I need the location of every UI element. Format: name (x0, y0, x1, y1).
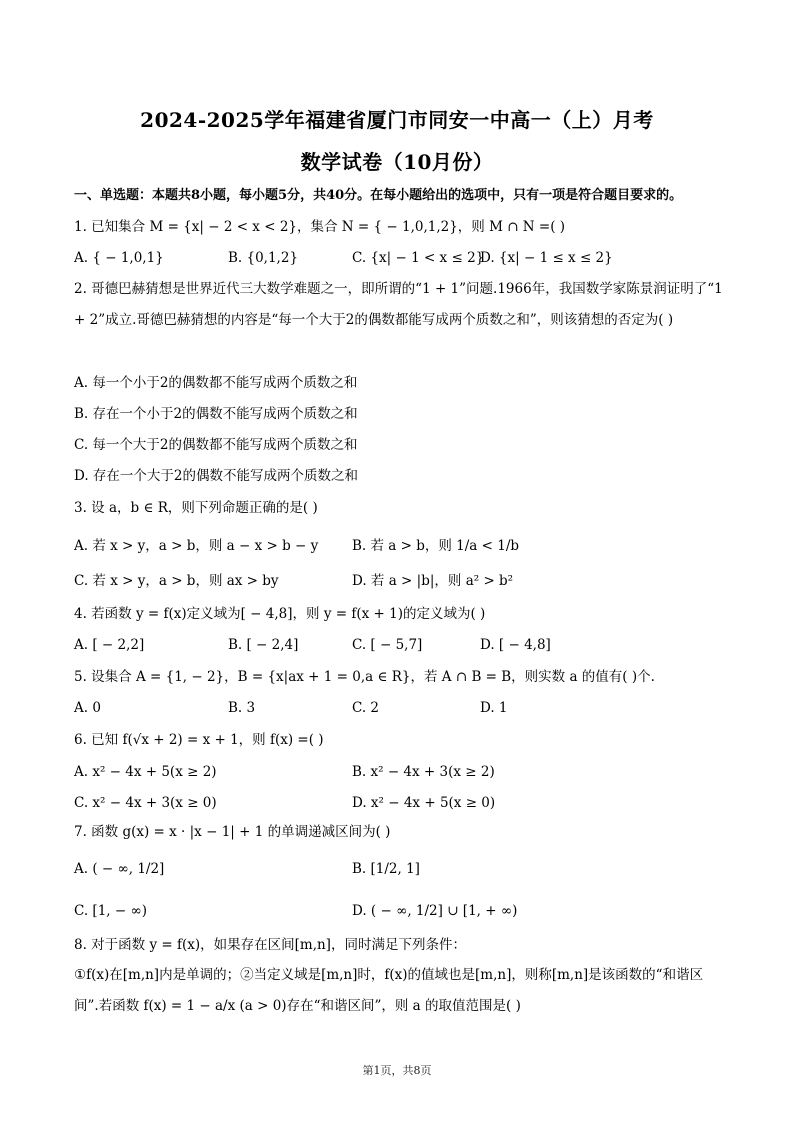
q4-option-a: A. [ − 2,2] (74, 637, 145, 653)
q3-option-a: A. 若 x > y，a > b，则 a − x > b − y (74, 538, 319, 554)
q1-option-a: A. { − 1,0,1} (74, 250, 164, 266)
q1-option-c: C. {x| − 1 < x ≤ 2} (352, 250, 485, 266)
q7-option-c: C. [1, − ∞) (74, 903, 147, 919)
q2-option-b: B. 存在一个小于2的偶数不能写成两个质数之和 (74, 406, 358, 422)
q6-option-b: B. x² − 4x + 3(x ≥ 2) (352, 764, 495, 780)
q2-option-a: A. 每一个小于2的偶数都不能写成两个质数之和 (74, 375, 358, 391)
q1-option-d: D. {x| − 1 ≤ x ≤ 2} (480, 250, 613, 266)
q3-option-d: D. 若 a > |b|，则 a² > b² (352, 573, 514, 589)
q3-option-b: B. 若 a > b，则 1/a < 1/b (352, 538, 520, 554)
q3-option-c: C. 若 x > y，a > b，则 ax > by (74, 573, 279, 589)
q5-option-d: D. 1 (480, 700, 508, 716)
q7-option-a: A. ( − ∞, 1/2] (74, 861, 165, 877)
question-8-body: ①f(x)在[m,n]内是单调的；②当定义域是[m,n]时，f(x)的值域也是[m,n]，则称[m,n]是该函数的“和谐区间”.若函数 f(x) = 1 − a/x (a > 0)存在“和谐区间”，则 a 的取值范围是( ) (74, 967, 704, 1014)
q4-option-d: D. [ − 4,8] (480, 637, 551, 653)
section-heading: 一、单选题：本题共8小题，每小题5分，共40分。在每小题给出的选项中，只有一项是符合题目要求的。 (74, 188, 683, 203)
q2-option-c: C. 每一个大于2的偶数都不能写成两个质数之和 (74, 437, 358, 453)
exam-title: 2024-2025学年福建省厦门市同安一中高一（上）月考 (140, 108, 654, 132)
q2-option-d: D. 存在一个大于2的偶数不能写成两个质数之和 (74, 468, 359, 484)
question-1-stem: 1. 已知集合 M = {x| − 2 < x < 2}，集合 N = { − 1,0,1,2}，则 M ∩ N =( ) (74, 219, 566, 235)
q5-option-c: C. 2 (352, 700, 380, 716)
q4-option-b: B. [ − 2,4] (228, 637, 299, 653)
q5-option-b: B. 3 (228, 700, 256, 716)
q1-option-b: B. {0,1,2} (228, 250, 299, 266)
q6-option-d: D. x² − 4x + 5(x ≥ 0) (352, 795, 496, 811)
q4-option-c: C. [ − 5,7] (352, 637, 423, 653)
question-3-stem: 3. 设 a，b ∈ R，则下列命题正确的是( ) (74, 500, 318, 516)
question-4-stem: 4. 若函数 y = f(x)定义域为[ − 4,8]，则 y = f(x + 1)的定义域为( ) (74, 606, 486, 622)
question-2-stem: 2. 哥德巴赫猜想是世界近代三大数学难题之一，即所谓的“1 + 1”问题.1966年，我国数学家陈景润证明了“1 + 2”成立.哥德巴赫猜想的内容是“每一个大于2的偶数都能写成两个质数之和”，则该猜想的否定为( ) (74, 281, 723, 328)
question-8-stem: 8. 对于函数 y = f(x)，如果存在区间[m,n]，同时满足下列条件： (74, 937, 466, 953)
question-7-stem: 7. 函数 g(x) = x · |x − 1| + 1 的单调递减区间为( ) (74, 824, 391, 840)
page-footer: 第1页，共8页 (362, 1064, 432, 1077)
question-5-stem: 5. 设集合 A = {1, − 2}，B = {x|ax + 1 = 0,a ∈ R}，若 A ∩ B = B，则实数 a 的值有( )个. (74, 669, 655, 685)
question-6-stem: 6. 已知 f(√x + 2) = x + 1，则 f(x) =( ) (74, 732, 324, 748)
q6-option-a: A. x² − 4x + 5(x ≥ 2) (74, 764, 217, 780)
q7-option-b: B. [1/2, 1] (352, 861, 420, 877)
q7-option-d: D. ( − ∞, 1/2] ∪ [1, + ∞) (352, 903, 518, 919)
q6-option-c: C. x² − 4x + 3(x ≥ 0) (74, 795, 217, 811)
exam-subtitle: 数学试卷（10月份） (300, 150, 494, 174)
q5-option-a: A. 0 (74, 700, 101, 716)
